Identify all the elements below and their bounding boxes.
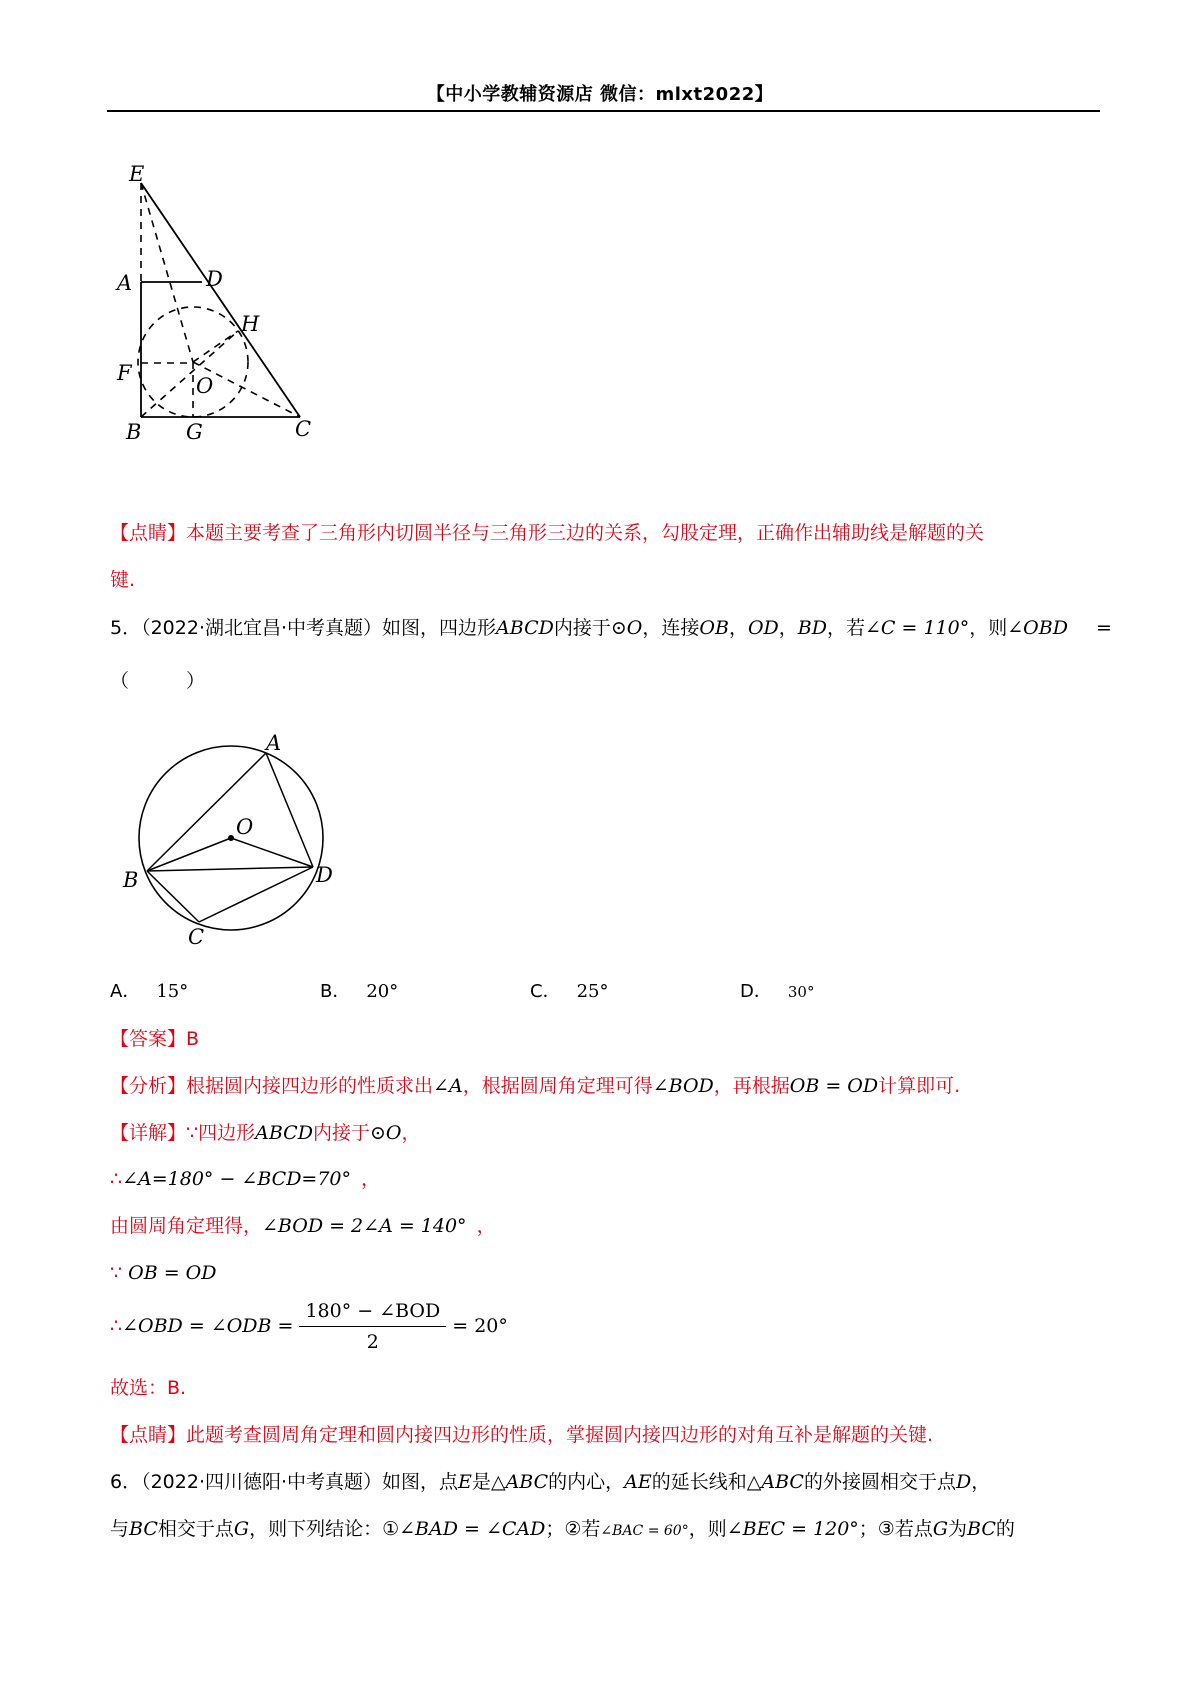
q5-answer-parentheses: （ ） xyxy=(110,670,206,692)
detail-comma: ， xyxy=(401,1122,421,1144)
q6-line-2-text-5: ，则 xyxy=(688,1518,727,1540)
q6-g: G xyxy=(233,1518,250,1540)
q6-d: D xyxy=(955,1471,972,1493)
q5-text-1: 如图，四边形 xyxy=(382,617,497,639)
question-6-line-1 xyxy=(110,1469,990,1495)
detail-abcd: ABCD xyxy=(255,1122,313,1144)
q6-text-3: 的内心， xyxy=(548,1471,625,1493)
detail-line-2-end: ， xyxy=(361,1168,381,1190)
option-c[interactable] xyxy=(530,977,608,1003)
detail-line-3 xyxy=(110,1213,496,1239)
analysis-text-1: 根据圆内接四边形的性质求出 xyxy=(186,1075,434,1097)
fig1-label-d: D xyxy=(206,267,223,291)
detail-fraction xyxy=(299,1298,446,1355)
q6-bc-2: BC xyxy=(967,1518,996,1540)
analysis-text-3: ，再根据 xyxy=(713,1075,790,1097)
option-b[interactable] xyxy=(320,977,398,1003)
q6-math-3: ∠BEC = 120° xyxy=(726,1518,859,1540)
q6-abc: ABC xyxy=(505,1471,549,1493)
q6-line-2-text-3: ，则下列结论：① xyxy=(249,1518,400,1540)
fig2-label-b: B xyxy=(123,868,139,892)
q6-text-2: 是 xyxy=(471,1471,491,1493)
q5-text-3: ，连接 xyxy=(642,617,700,639)
q5-sep-2: ， xyxy=(778,617,798,639)
detail-fraction-numerator: 180° − ∠BOD xyxy=(299,1298,446,1327)
option-d-value: 30° xyxy=(787,983,815,1001)
q5-abcd: ABCD xyxy=(496,617,554,639)
detail-because-symbol-2: ∵ xyxy=(110,1262,123,1284)
answer-tag: 【答案】 xyxy=(110,1028,187,1050)
option-d[interactable] xyxy=(740,977,814,1003)
option-a-label: A． xyxy=(110,981,141,1002)
q5-condition: ∠C = 110° xyxy=(865,617,970,639)
dianjing-2-text: 此题考查圆周角定理和圆内接四边形的性质，掌握圆内接四边形的对角互补是解题的关键. xyxy=(186,1424,934,1446)
q6-line-2-text-8: 的 xyxy=(995,1518,1015,1540)
detail-text-2: 内接于 xyxy=(312,1122,370,1144)
fig1-label-o: O xyxy=(196,374,214,398)
dianjing-1-tag: 【点睛】 xyxy=(110,522,187,544)
detail-text-1: 四边形 xyxy=(198,1122,256,1144)
detail-line-3-end: ， xyxy=(476,1215,496,1237)
detail-o: O xyxy=(385,1122,402,1144)
fig1-label-b: B xyxy=(126,420,142,444)
detail-ob-od: OB = OD xyxy=(128,1262,217,1284)
analysis-math-2: ∠BOD xyxy=(652,1075,714,1097)
option-a[interactable] xyxy=(110,977,188,1003)
q5-text-4: ，若 xyxy=(826,617,865,639)
dianjing-2-line xyxy=(110,1422,933,1448)
detail-fraction-denominator: 2 xyxy=(366,1331,379,1353)
analysis-line xyxy=(110,1073,960,1099)
q6-abc-2: ABC xyxy=(761,1471,804,1493)
q6-text-4: 的延长线和 xyxy=(651,1471,747,1493)
detail-circle-symbol: ⊙ xyxy=(369,1122,386,1144)
q5-circle-symbol: ⊙ xyxy=(610,617,627,639)
fig1-label-h: H xyxy=(241,312,260,336)
q5-ask: ∠OBD xyxy=(1007,617,1068,639)
q6-math-2: ∠BAC = 60° xyxy=(600,1523,689,1539)
detail-angle-bod: ∠BOD = 2∠A = 140° xyxy=(262,1215,467,1237)
dianjing-1-line-1 xyxy=(110,520,984,546)
option-c-label: C． xyxy=(530,981,561,1002)
analysis-text-2: ，根据圆周角定理可得 xyxy=(462,1075,653,1097)
q5-text-2: 内接于 xyxy=(553,617,611,639)
question-5-stem xyxy=(110,615,1112,641)
fig1-label-c: C xyxy=(295,417,312,441)
detail-therefore-symbol-2: ∴ xyxy=(110,1315,123,1337)
option-b-value: 20° xyxy=(366,981,399,1002)
q6-text-1: 如图，点 xyxy=(382,1471,459,1493)
q6-e: E xyxy=(458,1471,472,1493)
q6-line-2-text-7: 为 xyxy=(948,1518,968,1540)
header-rule xyxy=(107,110,1100,112)
q6-line-2-text-4: ；②若 xyxy=(545,1518,601,1540)
q5-source: （2022·湖北宜昌·中考真题） xyxy=(141,617,383,639)
q6-line-2-text-1: 与 xyxy=(110,1518,130,1540)
detail-choose: 故选：B. xyxy=(110,1377,187,1399)
q5-equals: = xyxy=(1095,617,1112,639)
analysis-math-3: OB = OD xyxy=(789,1075,879,1097)
detail-angle-a: ∠A=180° − ∠BCD=70° xyxy=(122,1168,352,1190)
answer-line xyxy=(110,1026,199,1052)
page-header: 【中小学教辅资源店 微信：mlxt2022】 xyxy=(426,84,774,105)
detail-line-5-rhs: = 20° xyxy=(452,1315,508,1337)
q6-triangle-symbol: △ xyxy=(490,1471,506,1493)
dianjing-1-text: 本题主要考查了三角形内切圆半径与三角形三边的关系，勾股定理，正确作出辅助线是解题的关 xyxy=(186,522,985,544)
detail-tag: 【详解】 xyxy=(110,1122,187,1144)
option-b-label: B． xyxy=(320,981,351,1002)
fig1-label-g: G xyxy=(186,420,203,444)
option-c-value: 25° xyxy=(576,981,609,1002)
option-d-label: D． xyxy=(740,981,772,1002)
fig2-label-d: D xyxy=(316,863,333,887)
detail-line-1 xyxy=(110,1120,420,1146)
q6-ae: AE xyxy=(624,1471,652,1493)
q6-text-5: 的外接圆相交于点 xyxy=(803,1471,956,1493)
q6-line-2-text-6: ；③若点 xyxy=(858,1518,933,1540)
q5-ob: OB xyxy=(699,617,729,639)
answer-value: B xyxy=(186,1028,200,1050)
q5-number: 5． xyxy=(110,617,142,639)
detail-therefore-symbol-1: ∴ xyxy=(110,1168,123,1190)
detail-line-4 xyxy=(110,1260,217,1286)
fig1-label-a: A xyxy=(117,271,133,295)
fig2-label-o: O xyxy=(236,815,254,839)
q5-text-5: ，则 xyxy=(969,617,1008,639)
q6-source: （2022·四川德阳·中考真题） xyxy=(141,1471,383,1493)
q5-o: O xyxy=(626,617,643,639)
detail-line-5-lhs: ∠OBD = ∠ODB = xyxy=(122,1315,294,1337)
detail-because-symbol: ∵ xyxy=(186,1122,199,1144)
detail-line-3-text: 由圆周角定理得， xyxy=(110,1215,263,1237)
q6-g-2: G xyxy=(932,1518,949,1540)
analysis-text-4: 计算即可. xyxy=(878,1075,961,1097)
q5-bd: BD xyxy=(797,617,827,639)
q6-math-1: ∠BAD = ∠CAD xyxy=(399,1518,546,1540)
detail-line-5 xyxy=(110,1296,508,1356)
q5-od: OD xyxy=(747,617,779,639)
fig1-label-f: F xyxy=(117,361,132,385)
analysis-math-1: ∠A xyxy=(433,1075,463,1097)
analysis-tag: 【分析】 xyxy=(110,1075,187,1097)
q6-triangle-symbol-2: △ xyxy=(746,1471,762,1493)
figure-trapezoid-incircle xyxy=(108,158,323,448)
figure-cyclic-quadrilateral xyxy=(118,728,343,948)
question-6-line-2 xyxy=(110,1516,1015,1544)
fig2-label-c: C xyxy=(188,925,205,948)
q5-sep-1: ， xyxy=(728,617,748,639)
q6-line-2-text-2: 相交于点 xyxy=(157,1518,234,1540)
dianjing-1-line-2: 键. xyxy=(110,569,136,591)
q6-bc: BC xyxy=(129,1518,158,1540)
q6-text-6: ， xyxy=(971,1471,991,1493)
option-a-value: 15° xyxy=(156,981,189,1002)
fig1-label-e: E xyxy=(129,162,145,186)
fig2-label-a: A xyxy=(266,731,282,755)
detail-line-2 xyxy=(110,1166,380,1192)
q6-number: 6． xyxy=(110,1471,142,1493)
dianjing-2-tag: 【点睛】 xyxy=(110,1424,187,1446)
